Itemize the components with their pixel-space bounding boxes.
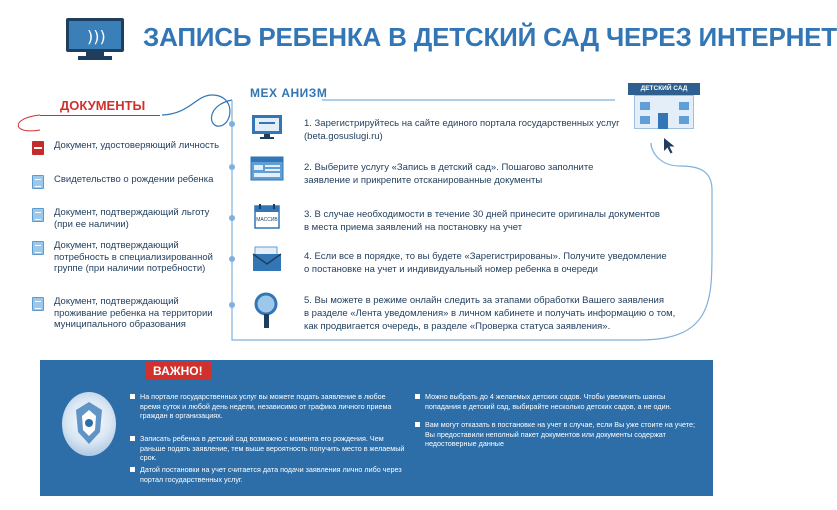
mail-icon bbox=[250, 246, 284, 272]
step-5: 5. Вы можете в режиме онлайн следить за этапами обработки Вашего заявления в разделе «Лента уведомления» в личном кабинете и получать информацию о том, как продвигается очередь, в разделе «Проверка статуса заявления». bbox=[304, 295, 676, 332]
important-note: Вам могут отказать в постановке на учет в случае, если Вы уже стоите на учете; Вы предоставили неполный пакет документов или документы содержат недостоверные данные bbox=[425, 420, 700, 449]
magnifier-icon bbox=[253, 292, 281, 330]
important-note: Записать ребенка в детский сад возможно с момента его рождения. Чем раньше подать заявление, тем выше вероятность получить место в желаемый срок. bbox=[140, 434, 405, 463]
step-4: 4. Если все в порядке, то вы будете «Зарегистрированы». Получите уведомление о постановке на учет и индивидуальный номер ребенка в очереди bbox=[304, 251, 667, 275]
document-icon bbox=[32, 175, 44, 189]
document-item: Документ, удостоверяющий личность bbox=[54, 140, 224, 152]
document-icon bbox=[32, 241, 44, 255]
documents-title: ДОКУМЕНТЫ bbox=[60, 98, 146, 113]
calendar-label: МАССИВ bbox=[256, 217, 278, 223]
divider bbox=[40, 115, 160, 116]
document-icon bbox=[32, 297, 44, 311]
important-note: Датой постановки на учет считается дата подачи заявления лично либо через портал государственных услуг. bbox=[140, 465, 405, 484]
mechanism-title: МЕХ АНИЗМ bbox=[250, 86, 328, 100]
calendar-icon bbox=[250, 204, 284, 230]
browser-form-icon bbox=[250, 156, 284, 182]
id-card-icon bbox=[32, 141, 44, 155]
document-item: Свидетельство о рождении ребенка bbox=[54, 174, 224, 186]
document-item: Документ, подтверждающий потребность в специализированной группе (при наличии потребности) bbox=[54, 240, 224, 275]
important-title: ВАЖНО! bbox=[145, 362, 211, 380]
kindergarten-label: ДЕТСКИЙ САД bbox=[628, 83, 700, 95]
document-item: Документ, подтверждающий проживание ребенка на территории муниципального образования bbox=[54, 296, 214, 331]
kindergarten-icon bbox=[628, 83, 700, 143]
step-3: 3. В случае необходимости в течение 30 дней принесите оригиналы документов в места приема заявлений на постановку на учет bbox=[304, 209, 660, 233]
important-note: На портале государственных услуг вы можете подать заявление в любое время суток и любой день недели, независимо от графика личного приема граждан в организациях. bbox=[140, 392, 405, 421]
important-note: Можно выбрать до 4 желаемых детских садов. Чтобы увеличить шансы попадания в детский сад, выбирайте несколько детских садов, а не один. bbox=[425, 392, 700, 411]
step-1: 1. Зарегистрируйтесь на сайте единого портала государственных услуг (beta.gosuslugi.ru) bbox=[304, 118, 620, 142]
cursor-icon bbox=[663, 137, 679, 155]
monitor-icon: ))) bbox=[66, 18, 124, 60]
step-2: 2. Выберите услугу «Запись в детский сад». Пошагово заполните заявление и прикрепите отсканированные документы bbox=[304, 162, 594, 186]
document-item: Документ, подтверждающий льготу (при ее наличии) bbox=[54, 207, 224, 230]
page-title: ЗАПИСЬ РЕБЕНКА В ДЕТСКИЙ САД ЧЕРЕЗ ИНТЕРНЕТ bbox=[143, 22, 837, 52]
computer-icon bbox=[250, 114, 284, 140]
coat-of-arms-emblem bbox=[62, 392, 116, 456]
document-icon bbox=[32, 208, 44, 222]
